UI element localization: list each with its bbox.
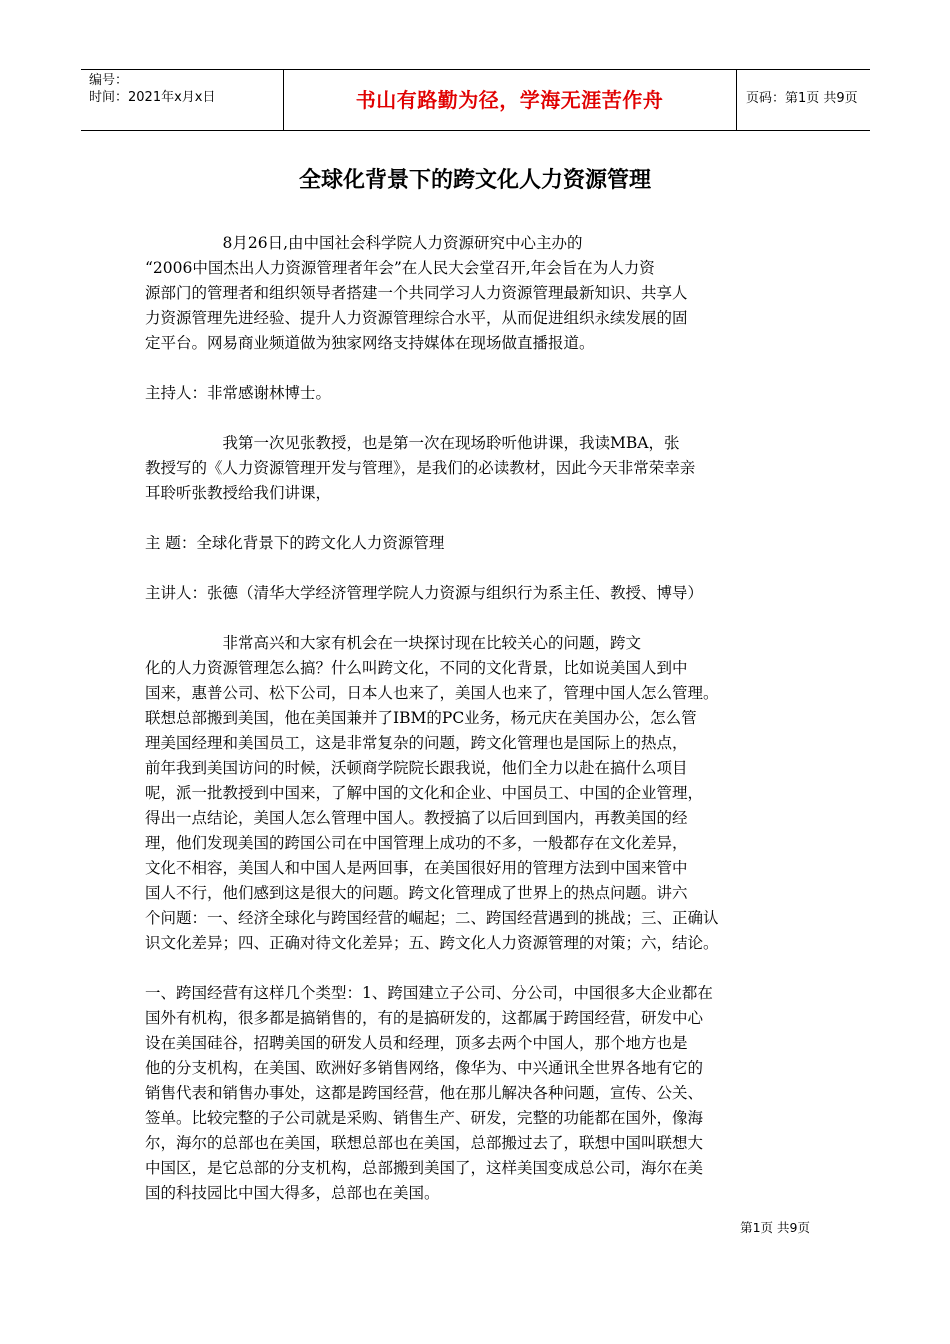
document-title: 全球化背景下的跨文化人力资源管理: [298, 168, 651, 193]
paragraph-host-remarks: 我第一次见张教授，也是第一次在现场聆听他讲课，我读MBA，张 教授写的《人力资源管理开发与管理》，是我们的必读教材，因此今天非常荣幸亲 耳聆听张教授给我们讲课，: [145, 434, 696, 502]
paragraph-host: 主持人：非常感谢林博士。: [145, 384, 332, 402]
document-body: [145, 231, 810, 1206]
header-page-info: 页码：第1页 共9页: [746, 91, 858, 106]
paragraph-intro: 8月26日,由中国社会科学院人力资源研究中心主办的 “2006中国杰出人力资源管理者年会”在人民大会堂召开,年会旨在为人力资 源部门的管理者和组织领导者搭建一个共同学习人力资源管理最新知识、共享人 力资源管理先进经验、提升人力资源管理综合水平，从而促进组织永续发展的固 定平台。网易商业频道做为独家网络支持媒体在现场做直播报道。: [145, 234, 688, 352]
date-line: 时间：2021年x月x日: [89, 90, 216, 105]
header-meta-cell: [81, 70, 284, 130]
header-page-cell: [736, 70, 870, 130]
header-motto-cell: [283, 70, 737, 130]
page-footer: 第1页 共9页: [740, 1220, 810, 1235]
paragraph-section-one: 一、跨国经营有这样几个类型：1、跨国建立子公司、分公司，中国很多大企业都在 国外有机构，很多都是搞销售的，有的是搞研发的，这都属于跨国经营，研发中心 设在美国硅谷，招聘美国的研发人员和经理，顶多去两个中国人，那个地方也是 他的分支机构，在美国、欧洲好多销售网络，像华为、中兴通讯全世界各地有它的 销售代表和销售办事处，这都是跨国经营，他在那儿解决各种问题，宣传、公关、 签单。比较完整的子公司就是采购、销售生产、研发，完整的功能都在国外，像海 尔，海尔的总部也在美国，联想总部也在美国，总部搬过去了，联想中国叫联想大 中国区，是它总部的分支机构，总部搬到美国了，这样美国变成总公司，海尔在美 国的科技园比中国大得多，总部也在美国。: [145, 984, 713, 1202]
motto-text: 书山有路勤为径，学海无涯苦作舟: [355, 88, 664, 112]
paragraph-topic: 主 题：全球化背景下的跨文化人力资源管理: [145, 534, 445, 552]
paragraph-lecture-opening: 非常高兴和大家有机会在一块探讨现在比较关心的问题，跨文 化的人力资源管理怎么搞？什么叫跨文化，不同的文化背景，比如说美国人到中 国来，惠普公司、松下公司，日本人也来了，美国人也来了，管理中国人怎么管理。 联想总部搬到美国，他在美国兼并了IBM的PC业务，杨元庆在美国办公，怎么管 理美国经理和美国员工，这是非常复杂的问题，跨文化管理也是国际上的热点， 前年我到美国访问的时候，沃顿商学院院长跟我说，他们全力以赴在搞什么项目 呢，派一批教授到中国来，了解中国的文化和企业、中国员工、中国的企业管理， 得出一点结论，美国人怎么管理中国人。教授搞了以后回到国内，再教美国的经 理，他们发现美国的跨国公司在中国管理上成功的不多，一般都存在文化差异， 文化不相容，美国人和中国人是两回事，在美国很好用的管理方法到中国来管中 国人不行，他们感到这是很大的问题。跨文化管理成了世界上的热点问题。讲六 个问题：一、经济全球化与跨国经营的崛起；二、跨国经营遇到的挑战；三、正确认 识文化差异；四、正确对待文化差异；五、跨文化人力资源管理的对策；六，结论。: [145, 634, 719, 952]
serial-label: 编号：: [89, 73, 129, 88]
paragraph-speaker: 主讲人：张德（清华大学经济管理学院人力资源与组织行为系主任、教授、博导）: [145, 584, 704, 602]
page-header: [81, 69, 870, 131]
